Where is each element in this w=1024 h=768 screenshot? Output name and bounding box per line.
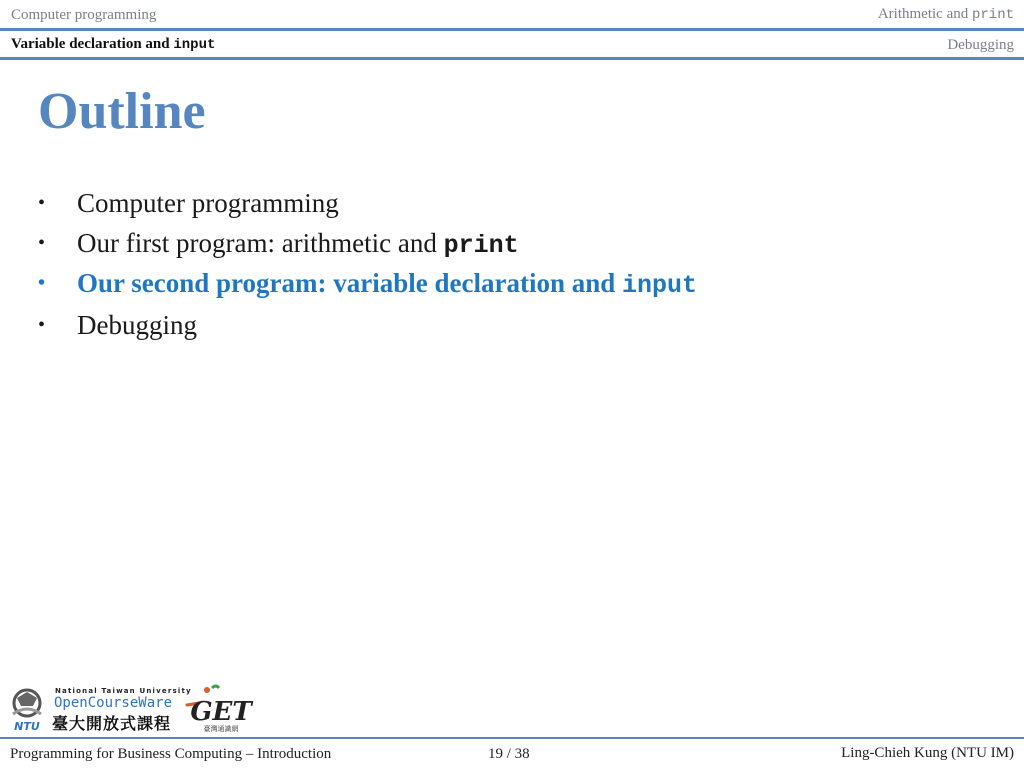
ntu-badge-text: NTU — [14, 720, 40, 732]
footer-page-number: 19 / 38 — [488, 746, 530, 762]
footer-divider — [0, 737, 1024, 739]
header-section-print-code: print — [971, 7, 1014, 23]
ocw-name-label: OpenCourseWare — [54, 695, 173, 711]
footer-author: Ling-Chieh Kung (NTU IM) — [841, 745, 1014, 761]
outline-item-code: print — [443, 231, 519, 260]
bullet-icon: • — [38, 272, 46, 294]
logo-area — [7, 684, 257, 736]
outline-item-text: Our second program: variable declaration and — [77, 268, 616, 298]
outline-item — [38, 308, 697, 348]
outline-item-text: Debugging — [77, 310, 197, 340]
header-subsection-debugging[interactable]: Debugging — [947, 37, 1014, 53]
header-section-bar — [0, 0, 1024, 28]
header-divider-top — [0, 28, 1024, 31]
footer-course-title: Programming for Business Computing – Introduction — [10, 746, 332, 762]
header-section-arithmetic-text: Arithmetic and — [877, 6, 969, 22]
header-section-computer-programming[interactable]: Computer programming — [11, 7, 157, 23]
header-subsection-text: Variable declaration and — [11, 36, 170, 52]
header-subsection-current[interactable] — [11, 36, 215, 53]
slide-title: Outline — [38, 83, 206, 140]
outline-list — [38, 186, 697, 348]
ntu-emblem-icon — [7, 686, 47, 732]
outline-item-text: Our first program: arithmetic and — [77, 228, 437, 258]
outline-item-current — [38, 266, 697, 306]
outline-item — [38, 226, 697, 266]
header-subsection-input-code: input — [173, 37, 216, 53]
bullet-icon: • — [38, 314, 46, 336]
ocw-university-label: National Taiwan University — [55, 687, 192, 695]
header-divider-bottom — [0, 57, 1024, 60]
outline-item — [38, 186, 697, 226]
get-logo-text: GET — [190, 697, 252, 727]
outline-item-text: Computer programming — [77, 188, 339, 218]
bullet-icon: • — [38, 192, 46, 214]
header-section-arithmetic-print[interactable] — [878, 6, 1014, 23]
bullet-icon: • — [38, 232, 46, 254]
get-logo-sub: 臺灣通識網 — [203, 725, 239, 733]
get-logo-icon — [185, 684, 257, 736]
ocw-chinese-label: 臺大開放式課程 — [52, 714, 172, 733]
outline-item-code: input — [622, 271, 698, 300]
